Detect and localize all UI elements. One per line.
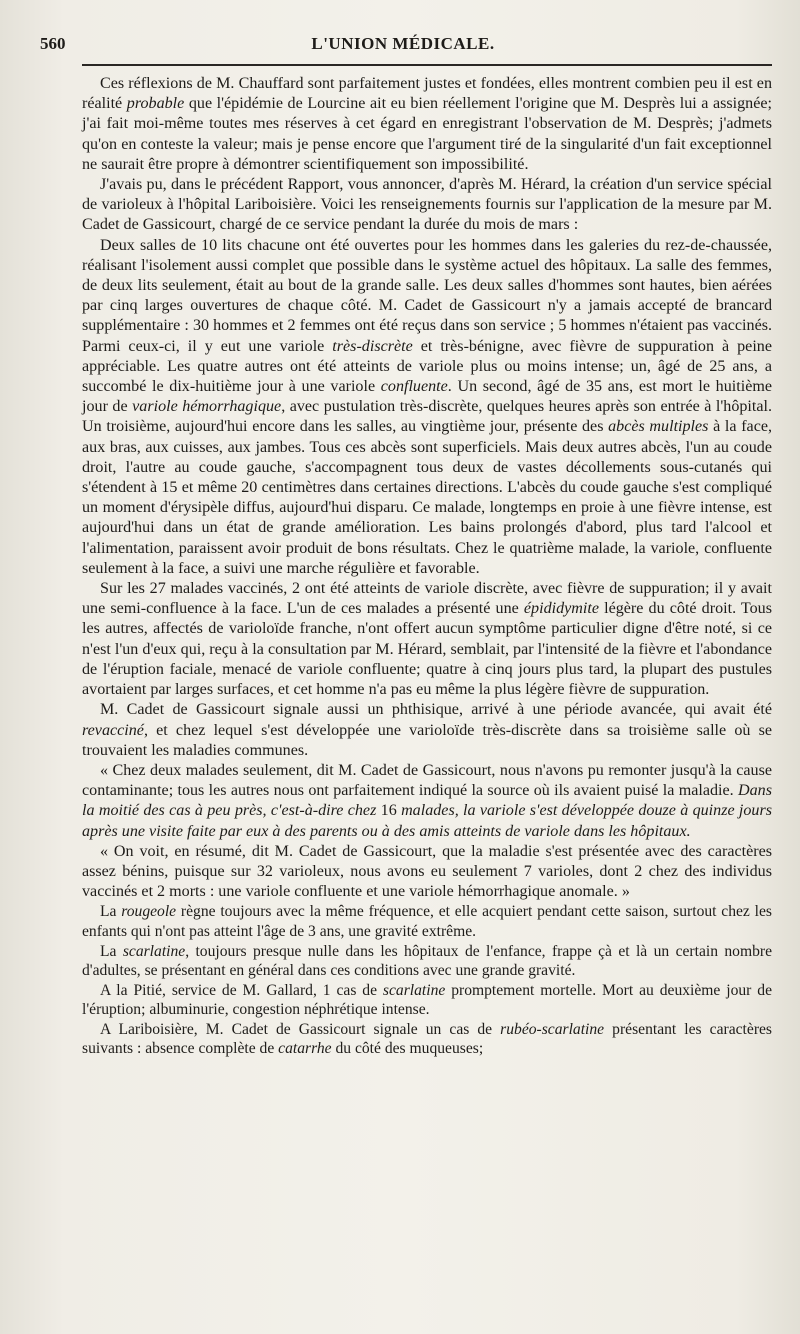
text-run: . Un second, âgé de 35 ans, est mort le huitième jour de — [82, 378, 772, 416]
italic-run: épididymite — [523, 600, 599, 618]
paragraph — [82, 579, 772, 700]
page-number: 560 — [40, 34, 66, 53]
italic-run: scarlatine — [382, 981, 446, 999]
paragraph — [82, 236, 772, 579]
paragraph — [82, 700, 772, 761]
italic-run: scarlatine — [122, 942, 186, 960]
paragraph — [82, 981, 772, 1020]
italic-run: catarrhe — [278, 1040, 332, 1058]
text-run: J'avais pu, dans le précédent Rapport, vous annoncer, d'après M. Hérard, la création d'un service spécial de varioleux à l'hôpital Lariboisière. Voici les renseignements fournis sur l'application de la mesure par M. Cadet de Gassicourt, chargé de ce service pendant la durée du mois de mars : — [82, 176, 772, 234]
text-run: du côté des muqueuses; — [331, 1040, 484, 1058]
text-run: A la Pitié, service de M. Gallard, 1 cas de — [100, 981, 383, 999]
italic-run: très-discrète — [332, 337, 413, 355]
text-run: , et chez lequel s'est développée une varioloïde très-discrète dans sa troisième salle où se trouvaient les maladies communes. — [82, 721, 772, 759]
italic-run: probable — [126, 95, 185, 113]
paragraph — [82, 902, 772, 941]
text-run: , toujours presque nulle dans les hôpitaux de l'enfance, frappe çà et là un certain nombre d'adultes, se présentant en général dans ces conditions avec une grande gravité. — [82, 942, 772, 980]
text-run: La — [100, 903, 122, 921]
text-run: A Lariboisière, M. Cadet de Gassicourt signale un cas de — [100, 1020, 501, 1038]
article-body — [82, 74, 772, 1059]
text-run: à la face, aux bras, aux cuisses, aux jambes. Tous ces abcès sont superficiels. Mais deux autres abcès, l'un au coude droit, l'autre au coude gauche, s'accompagnent tous deux de vastes décollements sous-cutanés qui s'étendent à 15 et même 20 centimètres dans certaines directions. L'abcès du coude gauche s'est compliqué un moment d'érysipèle diffus, aujourd'hui disparu. Ce malade, longtemps en proie à une fièvre intense, est aujourd'hui dans un état de grande amélioration. Les bains prolongés d'abord, plus tard l'alcool et l'alimentation, paraissent avoir produit de bons résultats. Chez le quatrième malade, la variole, confluente seulement à la face, a suivi une marche régulière et favorable. — [82, 418, 773, 577]
text-run: Ces réflexions de M. Chauffard sont parfaitement justes et fondées, elles montrent combien peu il est en réalité — [82, 75, 772, 113]
italic-run: variole hémorrhagique — [132, 398, 282, 416]
italic-run: rougeole — [121, 903, 177, 921]
text-run: 16 — [380, 802, 397, 820]
text-run: La — [100, 942, 123, 960]
header-rule — [82, 64, 772, 66]
running-title: L'UNION MÉDICALE. — [311, 34, 495, 53]
paragraph — [82, 1020, 772, 1059]
text-run: légère du côté droit. Tous les autres, affectés de varioloïde franche, n'ont offert aucun symptôme particulier digne d'être noté, si ce n'est l'un d'eux qui, reçu à la consultation par M. Hérard, semblait, par l'intensité de la fièvre et l'abondance de l'éruption faciale, menacé de variole confluente; quatre à cinq jours plus tard, la plupart des pustules avortaient par larges surfaces, et cet homme n'a pas eu même la plus légère fièvre de suppuration. — [82, 600, 772, 699]
italic-run: malades, la variole s'est développée douze à quinze jours après une visite faite par eux à des parents ou à des amis atteints de variole dans les hôpitaux. — [82, 802, 772, 840]
text-run: Deux salles de 10 lits chacune ont été ouvertes pour les hommes dans les galeries du rez-de-chaussée, réalisant l'isolement aussi complet que possible dans le système actuel des hôpitaux. La salle des femmes, de deux lits seulement, était au bout de la grande salle. Les deux salles d'hommes sont hautes, bien aérées par cinq larges ouvertures de chaque côté. M. Cadet de Gassicourt n'y a jamais accepté de brancard supplémentaire : 30 hommes et 2 femmes ont été reçus dans son service ; 5 hommes n'étaient pas vaccinés. Parmi ceux-ci, il y eut une variole — [82, 236, 772, 355]
text-run: « On voit, en résumé, dit M. Cadet de Gassicourt, que la maladie s'est présentée avec des caractères assez bénins, puisque sur 32 varioleux, nous avons eu seulement 7 varioles, dont 2 chez des individus vaccinés et 2 morts : une variole confluente et une variole hémorrhagique anomale. » — [82, 842, 772, 901]
paragraph — [82, 761, 772, 842]
text-run: que l'épidémie de Lourcine ait eu bien réellement l'origine que M. Desprès lui a assignée; j'ai fait moi-même toutes mes réserves à cet égard en enregistrant l'observation de M. Desprès; j'admets qu'on en conteste la valeur; mais je pense encore que l'argument tiré de la singularité d'un fait exceptionnel ne saurait être propre à démontrer scientifiquement son impossibilité. — [82, 95, 772, 173]
italic-run: revacciné — [82, 721, 144, 739]
text-run: Sur les 27 malades vaccinés, 2 ont été atteints de variole discrète, avec fièvre de suppuration; il y avait une semi-confluence à la face. L'un de ces malades a présenté une — [82, 580, 772, 618]
italic-run: rubéo-scarlatine — [500, 1020, 605, 1038]
italic-run: abcès multiples — [608, 418, 709, 436]
text-run: , avec pustulation très-discrète, quelques heures après son entrée à l'hôpital. Un troisième, aujourd'hui encore dans les salles, au vingtième jour, présente des — [82, 398, 772, 436]
italic-run: confluente — [380, 378, 448, 396]
paragraph — [82, 175, 772, 236]
text-run: présentant les caractères suivants : absence complète de — [82, 1020, 772, 1058]
italic-run: Dans la moitié des cas à peu près, c'est-à-dire chez — [82, 782, 772, 820]
text-run: et très-bénigne, avec fièvre de suppuration à peine appréciable. Les quatre autres ont été atteints de variole plus ou moins intense; un, âgé de 25 ans, a succombé le dix-huitième jour à une variole — [82, 337, 772, 396]
text-run: règne toujours avec la même fréquence, et elle acquiert pendant cette saison, surtout chez les enfants qui n'ont pas atteint l'âge de 3 ans, une gravité extrême. — [82, 903, 772, 940]
text-run: promptement mortelle. Mort au deuxième jour de l'éruption; albuminurie, congestion néphrétique intense. — [82, 981, 772, 1019]
paragraph — [82, 74, 772, 175]
text-run: M. Cadet de Gassicourt signale aussi un phthisique, arrivé à une période avancée, qui avait été — [100, 701, 772, 719]
paragraph — [82, 942, 772, 981]
text-run: « Chez deux malades seulement, dit M. Cadet de Gassicourt, nous n'avons pu remonter jusqu'à la cause contaminante; tous les autres nous ont parfaitement indiqué la source où ils avaient puisé la maladie. — [82, 761, 772, 800]
paragraph — [82, 842, 772, 903]
page-header — [36, 34, 770, 56]
